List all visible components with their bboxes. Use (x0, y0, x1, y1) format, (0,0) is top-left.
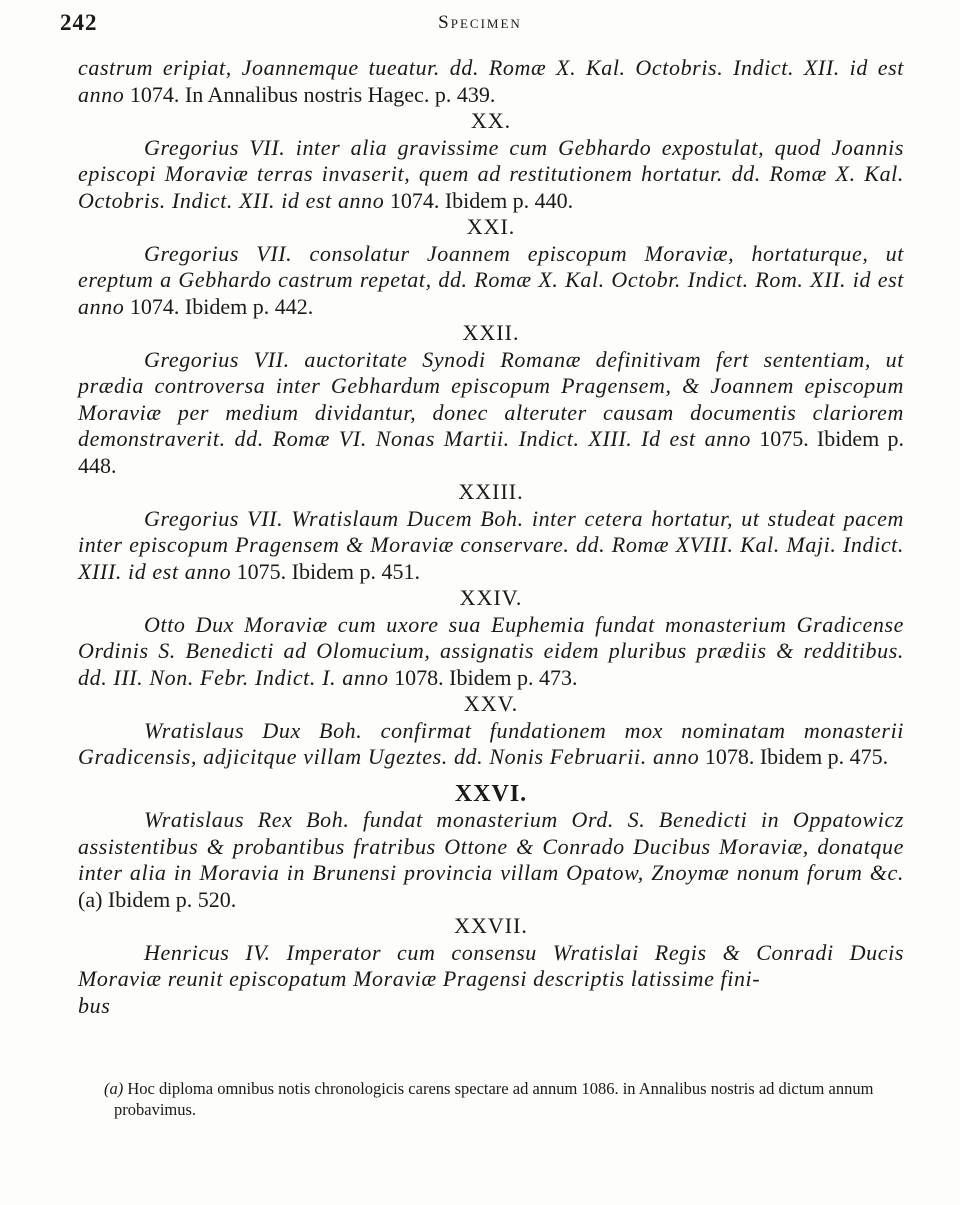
section-numeral: XXI. (466, 214, 516, 239)
regest-citation-text: 1075. Ibidem p. 451. (231, 558, 420, 584)
section-numeral: XX. (470, 108, 512, 133)
regest-citation-text: 1074. Ibidem p. 442. (124, 293, 314, 319)
regest-paragraph (78, 506, 904, 586)
regest-paragraph (78, 807, 904, 913)
regest-paragraph (78, 718, 904, 771)
regest-citation-text: 1074. In Annalibus nostris Hagec. p. 439. (124, 81, 496, 107)
document-body (78, 55, 904, 1019)
regest-citation-text: 1074. Ibidem p. 440. (384, 187, 574, 213)
section-numeral: XXIV. (459, 585, 523, 610)
section-numeral: XXVII. (454, 913, 528, 938)
regest-paragraph (78, 347, 904, 480)
regest-citation-text: 1075. Ibidem p. 448. (78, 426, 904, 478)
section-numeral: XXIII. (458, 479, 524, 504)
regest-italic-text: Wratislaus Rex Boh. fundat monasterium Ord. S. Benedicti in Oppatowicz assistentibus & probantibus fratribus Ottone & Conrado Ducibus Moraviæ, donatque inter alia in Moravia in Brunensi provincia villam Opatow, Znoymæ nonum forum &c. (78, 807, 904, 885)
section-numeral: XXV. (463, 691, 519, 716)
regest-italic-text: Gregorius VII. inter alia gravissime cum Gebhardo expostulat, quod Joannis episcopi Moraviæ terras invaserit, quem ad restitutionem hortatur. dd. Romæ X. Kal. Octobris. Indict. XII. id est anno (78, 134, 904, 213)
page-number: 242 (60, 10, 98, 35)
regest-italic-text: castrum eripiat, Joannemque tueatur. dd. Romæ X. Kal. Octobris. Indict. XII. id est anno (78, 55, 904, 107)
regest-italic-text: Gregorius VII. auctoritate Synodi Romanæ definitivam fert sententiam, ut prædia controversa inter Gebhardum episcopum Pragensem, & Joannem episcopum Moraviæ per medium dividantur, donec alteruter causam documentis clariorem demonstraverit. dd. Romæ VI. Nonas Martii. Indict. XIII. Id est anno (78, 346, 904, 451)
regest-citation-text: (a) Ibidem p. 520. (78, 886, 237, 912)
footnote (78, 1078, 904, 1120)
regest-italic-text: Henricus IV. Imperator cum consensu Wratislai Regis & Conradi Ducis Moraviæ reunit episcopatum Moraviæ Pragensi descriptis latissime fini- (78, 939, 904, 991)
page-header (60, 10, 900, 46)
footnote-text: Hoc diploma omnibus notis chronologicis carens spectare ad annum 1086. in Annalibus nostris ad dictum annum probavimus. (114, 1079, 874, 1119)
regest-italic-text: Gregorius VII. consolatur Joannem episcopum Moraviæ, hortaturque, ut ereptum a Gebhardo castrum repetat, dd. Romæ X. Kal. Octobr. Indict. Rom. XII. id est anno (78, 240, 904, 319)
footnote-mark: (a) (104, 1079, 124, 1098)
regest-paragraph (78, 135, 904, 215)
regest-italic-text: Otto Dux Moraviæ cum uxore sua Euphemia fundat monasterium Gradicense Ordinis S. Benedicti ad Olomucium, assignatis eidem pluribus prædiis & redditibus. dd. III. Non. Febr. Indict. I. anno (78, 611, 904, 690)
regest-italic-text: Wratislaus Dux Boh. confirmat fundationem mox nominatam monasterii Gradicensis, adjicitque villam Ugeztes. dd. Nonis Februarii. anno (78, 717, 904, 769)
section-numeral: XXVI. (454, 780, 528, 807)
running-head: Specimen (438, 12, 522, 33)
regest-paragraph (78, 241, 904, 321)
regest-citation-text: 1078. Ibidem p. 473. (388, 664, 578, 690)
footnote-paragraph (78, 1078, 904, 1120)
regest-paragraph (78, 940, 904, 993)
regest-paragraph (78, 55, 904, 108)
regest-paragraph (78, 612, 904, 692)
section-numeral: XXII. (462, 320, 520, 345)
catchword: bus (78, 992, 111, 1018)
regest-citation-text: 1078. Ibidem p. 475. (699, 744, 889, 769)
regest-italic-text: Gregorius VII. Wratislaum Ducem Boh. inter cetera hortatur, ut studeat pacem inter episcopum Pragensem & Moraviæ conservare. dd. Romæ XVIII. Kal. Maji. Indict. XIII. id est anno (78, 505, 904, 584)
